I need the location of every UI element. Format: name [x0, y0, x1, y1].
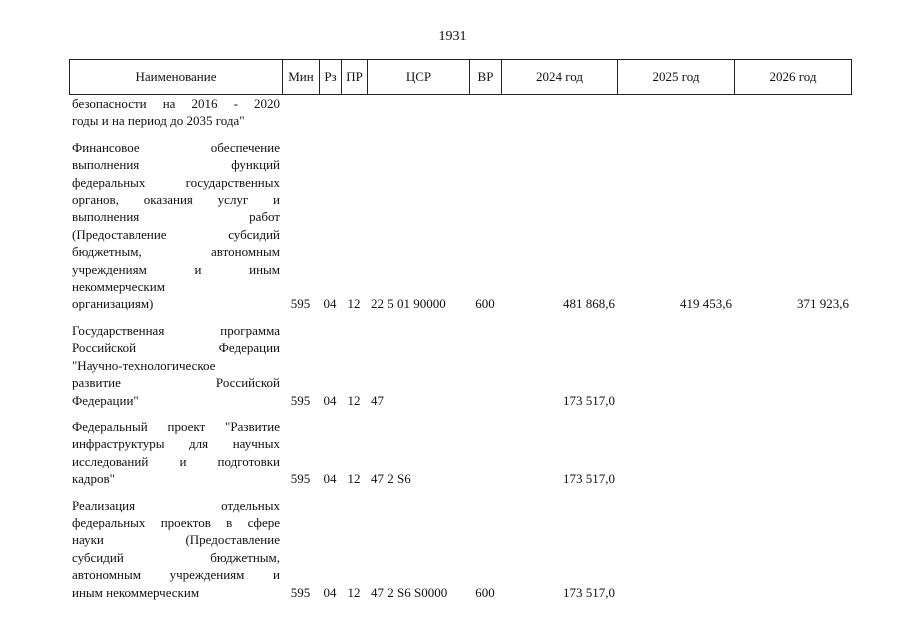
row-name-line: Федерации": [72, 392, 139, 408]
row-name-line: некоммерческим: [72, 279, 165, 295]
table-row: [69, 139, 851, 322]
amount-2024-cell: 173 517,0: [563, 584, 615, 600]
row-name-line: Российской Федерации: [72, 340, 280, 356]
amount-2026-cell: 371 923,6: [797, 296, 849, 312]
column-header-csr: ЦСР: [368, 60, 470, 95]
row-name-line: учреждениям и иным: [72, 261, 280, 277]
row-name-line: автономным учреждениям и: [72, 567, 280, 583]
rz-cell: 04: [323, 584, 337, 600]
amount-2024-cell: [501, 95, 617, 139]
amount-2025-cell: 419 453,6: [680, 296, 732, 312]
page-number: 1931: [438, 29, 467, 44]
column-header-2026: 2026 год: [735, 60, 852, 95]
rz-cell: 04: [323, 471, 337, 487]
amount-2026-cell: [734, 95, 851, 139]
row-name-line: Государственная программа: [72, 322, 280, 338]
table-row: [69, 418, 851, 497]
vr-cell: 600: [475, 584, 495, 600]
budget-table-body: [69, 95, 851, 610]
min-cell: 595: [290, 392, 311, 408]
csr-cell: 47 2 S6: [371, 471, 411, 487]
row-name-cell: [69, 95, 282, 139]
row-name-line: науки (Предоставление: [72, 532, 280, 548]
table-header: [69, 59, 852, 95]
row-name-line: безопасности на 2016 - 2020: [72, 96, 280, 111]
row-name-cell: [69, 418, 282, 497]
amount-2025-cell: [617, 95, 734, 139]
column-header-2024: 2024 год: [502, 60, 618, 95]
pr-cell: 12: [347, 296, 361, 312]
rz-cell: 04: [323, 296, 337, 312]
row-name-line: Финансовое обеспечение: [72, 139, 280, 155]
row-name-line: кадров": [72, 471, 115, 487]
csr-cell: 22 5 01 90000: [371, 296, 446, 312]
pr-cell: 12: [347, 584, 361, 600]
min-cell: 595: [290, 296, 311, 312]
row-name-line: исследований и подготовки: [72, 453, 280, 469]
rz-cell: [319, 95, 341, 139]
amount-2025-cell: [617, 322, 734, 418]
csr-cell: [367, 95, 469, 139]
vr-cell: [469, 95, 501, 139]
row-name-line: развитие Российской: [72, 375, 280, 391]
amount-2026-cell: [734, 322, 851, 418]
row-name-line: выполнения работ: [72, 209, 280, 225]
row-name-line: органов, оказания услуг и: [72, 192, 280, 208]
min-cell: 595: [290, 584, 311, 600]
row-name-cell: [69, 139, 282, 322]
csr-cell: 47 2 S6 S0000: [371, 584, 448, 600]
amount-2024-cell: 173 517,0: [563, 392, 615, 408]
column-header-min: Мин: [283, 60, 320, 95]
column-header-pr: ПР: [342, 60, 368, 95]
vr-cell: 600: [475, 296, 495, 312]
table-row: [69, 497, 851, 610]
row-name-line: (Предоставление субсидий: [72, 226, 280, 242]
row-name-line: федеральных проектов в сфере: [72, 514, 280, 530]
min-cell: [282, 95, 319, 139]
column-header-2025: 2025 год: [618, 60, 735, 95]
row-name-line: бюджетным, автономным: [72, 244, 280, 260]
row-name-line: Федеральный проект "Развитие: [72, 418, 280, 434]
amount-2026-cell: [734, 497, 851, 610]
table-row: [69, 322, 851, 418]
column-header-rz: Рз: [320, 60, 342, 95]
min-cell: 595: [290, 471, 311, 487]
pr-cell: [341, 95, 367, 139]
column-header-name: Наименование: [70, 60, 283, 95]
vr-cell: [469, 418, 501, 497]
row-name-line: федеральных государственных: [72, 174, 280, 190]
row-name-cell: [69, 322, 282, 418]
rz-cell: 04: [323, 392, 337, 408]
row-name-line: организациям): [72, 296, 154, 312]
row-name-line: годы и на период до 2035 года": [72, 113, 245, 129]
amount-2025-cell: [617, 497, 734, 610]
row-name-line: выполнения функций: [72, 157, 280, 173]
amount-2026-cell: [734, 418, 851, 497]
row-name-line: инфраструктуры для научных: [72, 436, 280, 452]
column-header-vr: ВР: [470, 60, 502, 95]
vr-cell: [469, 322, 501, 418]
row-name-line: "Научно-технологическое: [72, 357, 216, 373]
table-row: [69, 95, 851, 139]
pr-cell: 12: [347, 471, 361, 487]
amount-2024-cell: 481 868,6: [563, 296, 615, 312]
row-name-line: иным некоммерческим: [72, 584, 200, 600]
row-name-line: Реализация отдельных: [72, 497, 280, 513]
pr-cell: 12: [347, 392, 361, 408]
amount-2024-cell: 173 517,0: [563, 471, 615, 487]
amount-2025-cell: [617, 418, 734, 497]
csr-cell: 47: [371, 392, 384, 408]
row-name-line: субсидий бюджетным,: [72, 549, 280, 565]
row-name-cell: [69, 497, 282, 610]
